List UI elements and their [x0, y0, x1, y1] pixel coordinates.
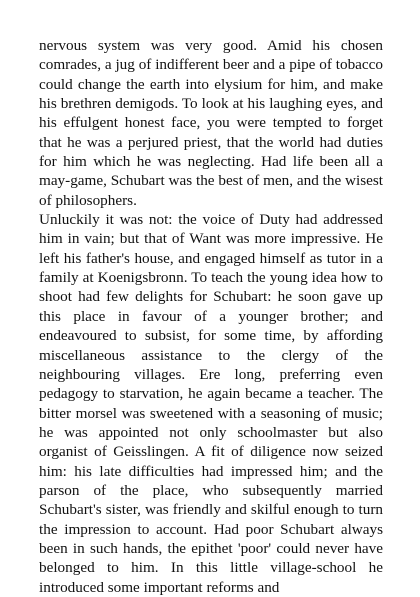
- paragraph-2: Unluckily it was not: the voice of Duty had addressed him in vain; but that of Want was more impressive. He left his father's house, and engaged himself as tutor in a family at Koenigsbronn. To teach the young idea how to shoot had few delights for Schubart: he soon gave up this place in favour of a younger brother; and endeavoured to subsist, for some time, by affording miscellaneous assistance to the clergy of the neighbouring villages. Ere long, preferring even pedagogy to starvation, he again became a teacher. The bitter morsel was sweetened with a seasoning of music; he was appointed not only schoolmaster but also organist of Geisslingen. A fit of diligence now seized him: his late difficulties had impressed him; and the parson of the place, who subsequently married Schubart's sister, was friendly and skilful enough to turn the impression to account. Had poor Schubart always been in such hands, the epithet 'poor' could never have belonged to him. In this little village-school he introduced some important reforms and: [39, 211, 383, 596]
- paragraph-1: nervous system was very good. Amid his chosen comrades, a jug of indifferent beer and a pipe of tobacco could change the earth into elysium for him, and make his brethren demigods. To look at his laughing eyes, and his effulgent honest face, you were tempted to forget that he was a perjured priest, that the world had duties for him which he was neglecting. Had life been all a may-game, Schubart was the best of men, and the wisest of philosophers.: [39, 37, 383, 209]
- document-page: [39, 36, 383, 597]
